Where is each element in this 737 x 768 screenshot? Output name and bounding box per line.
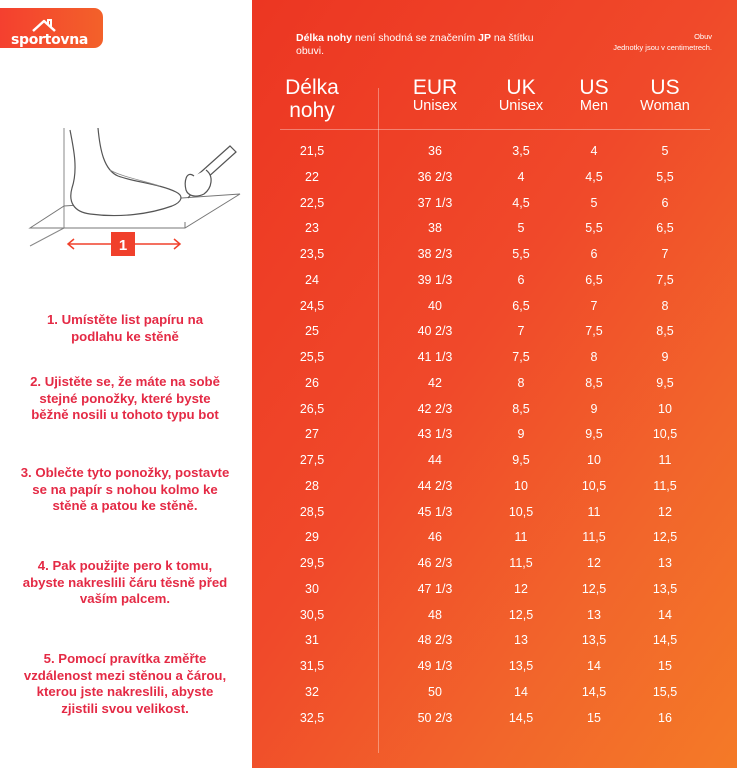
foot-length-cell: 23 <box>305 221 319 236</box>
foot-length-cell: 26,5 <box>299 401 325 416</box>
note-mid: není shodná se značením <box>352 32 479 44</box>
eur-cell: 42 <box>428 375 442 390</box>
uk-cell: 12 <box>514 581 528 596</box>
header-us-woman <box>625 76 705 114</box>
us-woman-cell: 10 <box>658 401 672 416</box>
us-woman-cell: 14,5 <box>652 633 678 648</box>
table-row <box>252 269 737 295</box>
eur-cell: 44 2/3 <box>417 478 453 493</box>
foot-length-cell: 32,5 <box>299 710 325 725</box>
us-men-cell: 15 <box>587 710 601 725</box>
note-jp: JP <box>478 32 491 44</box>
note-end: na štítku obuvi. <box>296 32 534 57</box>
table-row <box>252 372 737 398</box>
uk-cell: 6 <box>517 272 525 287</box>
uk-cell: 14 <box>514 684 528 699</box>
eur-cell: 48 <box>428 607 442 622</box>
foot-length-cell: 27 <box>305 427 319 442</box>
house-roof-icon <box>31 18 57 32</box>
foot-length-cell: 24,5 <box>299 298 325 313</box>
eur-cell: 49 1/3 <box>417 659 453 673</box>
us-woman-cell: 7 <box>661 247 669 261</box>
step-5: 5. Pomocí pravítka změřte vzdálenost mezi stěnou a čárou, kterou jste nakreslili, abyste zjistili svou velikost. <box>23 651 227 716</box>
header-divider <box>280 129 710 130</box>
table-row <box>252 295 737 321</box>
uk-cell: 8 <box>517 375 525 390</box>
uk-cell: 3,5 <box>512 144 530 158</box>
header-us-men-main: US <box>579 76 609 99</box>
table-row <box>252 243 737 269</box>
table-row <box>252 681 737 707</box>
eur-cell: 41 1/3 <box>417 350 453 364</box>
table-row <box>252 140 737 166</box>
step-1: 1. Umístěte list papíru na podlahu ke stěně <box>46 312 204 344</box>
uk-cell: 7,5 <box>512 350 530 364</box>
uk-cell: 14,5 <box>508 710 534 725</box>
table-row <box>252 578 737 604</box>
table-row <box>252 501 737 527</box>
units-note <box>572 32 712 53</box>
header-uk <box>481 76 561 114</box>
us-woman-cell: 11 <box>658 453 672 467</box>
us-woman-cell: 10,5 <box>652 427 678 442</box>
us-men-cell: 5 <box>590 195 598 210</box>
eur-cell: 40 2/3 <box>417 324 453 339</box>
table-row <box>252 629 737 655</box>
us-woman-cell: 5 <box>661 144 669 158</box>
measure-label: 1 <box>118 237 128 254</box>
foot-length-cell: 30,5 <box>299 607 325 622</box>
header-us-woman-sub: Woman <box>640 98 690 114</box>
eur-cell: 50 2/3 <box>417 710 453 725</box>
units-text: Jednotky jsou v centimetrech. <box>613 42 712 52</box>
foot-length-cell: 28,5 <box>299 504 325 519</box>
uk-cell: 12,5 <box>508 607 534 622</box>
header-eur <box>395 76 475 114</box>
us-woman-cell: 6 <box>661 195 669 210</box>
header-eur-main: EUR <box>412 76 458 99</box>
us-woman-cell: 7,5 <box>656 272 674 287</box>
table-row <box>252 423 737 449</box>
uk-cell: 7 <box>517 324 525 339</box>
brand-name: sportovna <box>11 32 89 48</box>
uk-cell: 5 <box>517 221 525 236</box>
us-woman-cell: 16 <box>658 710 672 725</box>
us-woman-cell: 13,5 <box>652 581 678 596</box>
uk-cell: 13 <box>514 633 528 648</box>
eur-cell: 36 <box>428 144 442 158</box>
us-woman-cell: 6,5 <box>656 221 674 236</box>
uk-cell: 9,5 <box>512 453 530 467</box>
size-chart-panel <box>252 0 737 768</box>
us-men-cell: 10 <box>587 453 601 467</box>
us-men-cell: 14,5 <box>581 684 607 699</box>
us-men-cell: 5,5 <box>585 221 603 236</box>
us-men-cell: 12,5 <box>581 581 607 596</box>
table-row <box>252 604 737 630</box>
foot-length-cell: 22 <box>305 169 319 184</box>
us-woman-cell: 8,5 <box>656 324 674 339</box>
us-woman-cell: 14 <box>658 607 672 622</box>
foot-length-note <box>296 32 546 57</box>
us-men-cell: 14 <box>587 659 601 673</box>
step-4: 4. Pak použijte pero k tomu, abyste nakreslili čáru těsně před vaším palcem. <box>22 558 228 607</box>
foot-length-cell: 24 <box>305 272 319 287</box>
eur-cell: 46 2/3 <box>417 556 453 570</box>
header-uk-sub: Unisex <box>498 98 544 114</box>
table-row <box>252 192 737 218</box>
us-woman-cell: 15 <box>658 659 672 673</box>
eur-cell: 47 1/3 <box>417 581 453 596</box>
us-men-cell: 7 <box>590 298 598 313</box>
foot-length-cell: 25 <box>305 324 319 339</box>
us-men-cell: 6,5 <box>585 272 603 287</box>
table-row <box>252 449 737 475</box>
us-men-cell: 4 <box>590 144 598 158</box>
uk-cell: 13,5 <box>508 659 534 673</box>
table-row <box>252 346 737 372</box>
us-men-cell: 7,5 <box>585 324 603 339</box>
header-uk-main: UK <box>506 76 536 99</box>
eur-cell: 43 1/3 <box>417 427 453 442</box>
us-men-cell: 10,5 <box>581 478 607 493</box>
eur-cell: 44 <box>428 453 442 467</box>
table-row <box>252 526 737 552</box>
us-woman-cell: 9 <box>661 350 669 364</box>
header-eur-sub: Unisex <box>412 98 458 114</box>
header-foot-length-sub: nohy <box>289 99 335 122</box>
foot-length-cell: 30 <box>305 581 319 596</box>
uk-cell: 11 <box>514 530 528 545</box>
us-men-cell: 4,5 <box>585 169 603 184</box>
foot-length-cell: 23,5 <box>299 247 325 261</box>
header-foot-length-main: Délka <box>285 76 339 99</box>
header-foot-length <box>257 76 367 122</box>
note-bold: Délka nohy <box>296 32 353 44</box>
eur-cell: 48 2/3 <box>417 633 453 648</box>
uk-cell: 10,5 <box>508 504 534 519</box>
us-men-cell: 6 <box>590 247 598 261</box>
table-row <box>252 475 737 501</box>
us-woman-cell: 11,5 <box>653 478 677 493</box>
us-men-cell: 13 <box>587 607 601 622</box>
us-men-cell: 11 <box>587 504 601 519</box>
sportovna-logo[interactable] <box>0 8 103 48</box>
foot-length-cell: 31 <box>305 633 319 648</box>
us-men-cell: 13,5 <box>581 633 607 648</box>
uk-cell: 6,5 <box>512 298 530 313</box>
uk-cell: 11,5 <box>509 556 533 570</box>
foot-length-cell: 25,5 <box>299 350 325 364</box>
table-row <box>252 552 737 578</box>
eur-cell: 39 1/3 <box>417 272 453 287</box>
us-men-cell: 9,5 <box>585 427 603 442</box>
foot-length-cell: 28 <box>305 478 319 493</box>
eur-cell: 40 <box>428 298 442 313</box>
us-woman-cell: 12 <box>658 504 672 519</box>
uk-cell: 8,5 <box>512 401 530 416</box>
uk-cell: 10 <box>514 478 528 493</box>
uk-cell: 5,5 <box>512 247 530 261</box>
table-row <box>252 707 737 733</box>
us-men-cell: 8 <box>590 350 598 364</box>
uk-cell: 4,5 <box>512 195 530 210</box>
foot-length-cell: 26 <box>305 375 319 390</box>
us-woman-cell: 13 <box>658 556 672 570</box>
us-woman-cell: 5,5 <box>656 169 674 184</box>
foot-length-cell: 29 <box>305 530 319 545</box>
table-row <box>252 655 737 681</box>
us-woman-cell: 8 <box>661 298 669 313</box>
foot-length-cell: 22,5 <box>299 195 325 210</box>
eur-cell: 37 1/3 <box>417 195 453 210</box>
eur-cell: 50 <box>428 684 442 699</box>
table-row <box>252 398 737 424</box>
eur-cell: 36 2/3 <box>417 169 453 184</box>
foot-length-cell: 21,5 <box>299 144 325 158</box>
eur-cell: 45 1/3 <box>417 504 453 519</box>
uk-cell: 4 <box>517 169 525 184</box>
table-row <box>252 166 737 192</box>
step-3: 3. Oblečte tyto ponožky, postavte se na papír s nohou kolmo ke stěně a patou ke stěně. <box>20 465 230 514</box>
us-men-cell: 9 <box>590 401 598 416</box>
units-title: Obuv <box>694 32 712 41</box>
us-woman-cell: 15,5 <box>652 684 678 699</box>
foot-length-cell: 29,5 <box>299 556 325 570</box>
header-us-men <box>554 76 634 114</box>
eur-cell: 46 <box>428 530 442 545</box>
eur-cell: 42 2/3 <box>417 401 453 416</box>
foot-length-cell: 32 <box>305 684 319 699</box>
table-row <box>252 217 737 243</box>
foot-length-cell: 27,5 <box>299 453 325 467</box>
eur-cell: 38 <box>428 221 442 236</box>
us-woman-cell: 9,5 <box>656 375 674 390</box>
instructions-panel <box>0 0 252 768</box>
us-men-cell: 12 <box>587 556 601 570</box>
uk-cell: 9 <box>517 427 525 442</box>
us-men-cell: 8,5 <box>585 375 603 390</box>
step-2: 2. Ujistěte se, že máte na sobě stejné ponožky, které byste běžně nosili u tohoto typu bot <box>30 374 220 423</box>
us-men-cell: 11,5 <box>582 530 606 545</box>
eur-cell: 38 2/3 <box>417 247 453 261</box>
foot-measuring-illustration <box>0 110 252 280</box>
foot-length-cell: 31,5 <box>299 659 325 673</box>
header-us-woman-main: US <box>650 76 680 99</box>
header-us-men-sub: Men <box>579 98 609 114</box>
table-row <box>252 320 737 346</box>
us-woman-cell: 12,5 <box>652 530 678 545</box>
